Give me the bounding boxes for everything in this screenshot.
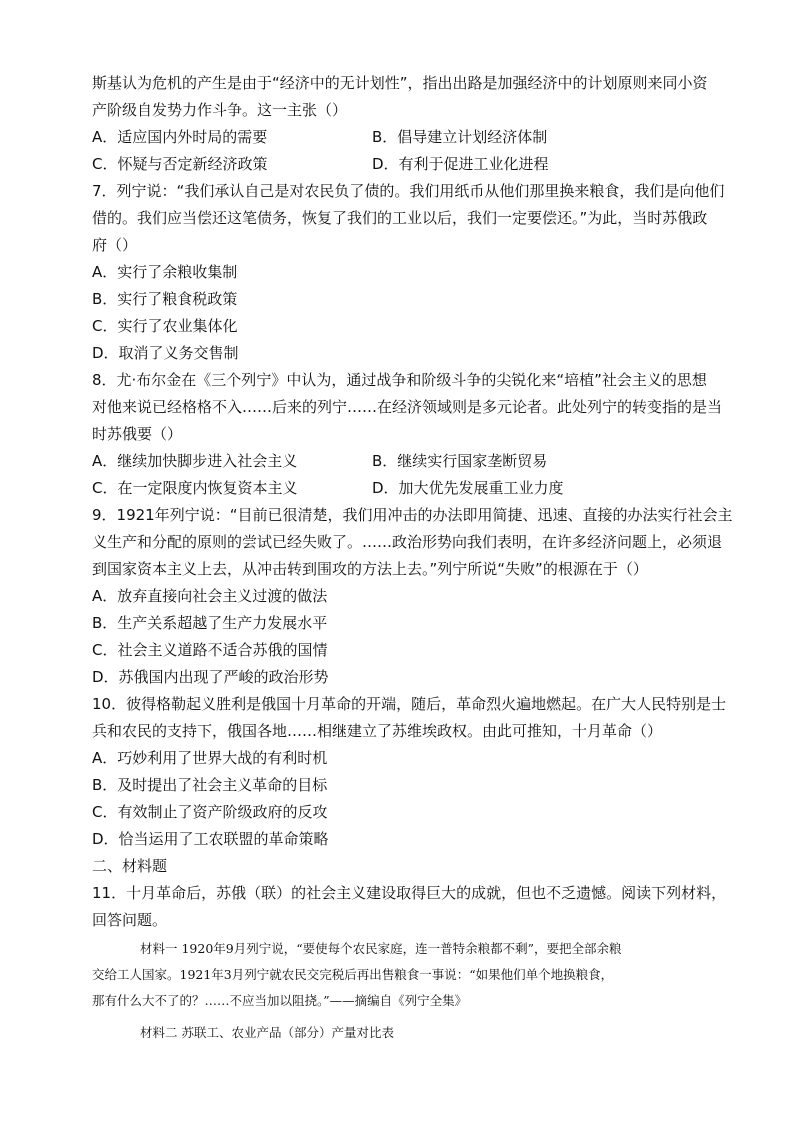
q11-stem-line2: 回答问题。 (92, 911, 168, 929)
q6-option-d: D．有利于促进工业化进程 (372, 155, 549, 173)
q6-option-b: B．倡导建立计划经济体制 (372, 128, 548, 146)
q6-option-a: A．适应国内外时局的需要 (92, 128, 268, 146)
q7-stem-line3: 府（） (92, 236, 138, 254)
q9-option-d: D．苏俄国内出现了严峻的政治形势 (92, 668, 329, 686)
q10-option-a: A．巧妙利用了世界大战的有利时机 (92, 749, 328, 767)
q8-option-d: D．加大优先发展重工业力度 (372, 479, 564, 497)
q8-option-a: A．继续加快脚步进入社会主义 (92, 452, 298, 470)
q8-options-row2 (92, 475, 704, 502)
q6-options-row1 (92, 124, 704, 151)
exam-page (92, 70, 733, 1046)
q9-option-a: A．放弃直接向社会主义过渡的做法 (92, 587, 328, 605)
q9-stem-line3: 到国家资本主义上去，从冲击转到围攻的方法上去。”列宁所说“失败”的根源在于（） (92, 560, 648, 578)
material1-line2: 交给工人国家。1921年3月列宁就农民交完税后再出售粮食一事说：“如果他们单个地换粮食， (92, 967, 614, 982)
material1-line3: 那有什么大不了的？……不应当加以阻挠。”——摘编自《列宁全集》 (92, 993, 468, 1008)
q8-stem-line3: 时苏俄要（） (92, 425, 183, 443)
q7-stem-line2: 借的。我们应当偿还这笔债务，恢复了我们的工业以后，我们一定要偿还。”为此，当时苏俄政 (92, 209, 708, 227)
q6-option-c: C．怀疑与否定新经济政策 (92, 155, 268, 173)
section-heading: 二、材料题 (92, 857, 168, 875)
q9-option-c: C．社会主义道路不适合苏俄的国情 (92, 641, 328, 659)
q8-option-b: B．继续实行国家垄断贸易 (372, 452, 548, 470)
q8-stem-line2: 对他来说已经格格不入……后来的列宁……在经济领域则是多元论者。此处列宁的转变指的是当 (92, 398, 723, 416)
material2-table-title: 材料二 苏联工、农业产品（部分）产量对比表 (140, 1025, 394, 1040)
q7-option-b: B．实行了粮食税政策 (92, 290, 238, 308)
q6-options-row2 (92, 151, 704, 178)
q8-options-row1 (92, 448, 704, 475)
q6-stem-line2: 产阶级自发势力作斗争。这一主张（） (92, 101, 348, 119)
q9-stem-line2: 义生产和分配的原则的尝试已经失败了。……政治形势向我们表明，在许多经济问题上，必须退 (92, 533, 723, 551)
q8-stem-line1: 8．尤·布尔金在《三个列宁》中认为，通过战争和阶级斗争的尖锐化来“培植”社会主义的思想 (92, 371, 707, 389)
material1-line1: 材料一 1920年9月列宁说，“要使每个农民家庭，连一普特余粮都不剩”，要把全部余粮 (140, 941, 622, 956)
q10-stem-line1: 10．彼得格勒起义胜利是俄国十月革命的开端，随后，革命烈火遍地燃起。在广大人民特别是士 (92, 695, 727, 713)
q10-option-d: D．恰当运用了工农联盟的革命策略 (92, 830, 329, 848)
q7-option-d: D．取消了义务交售制 (92, 344, 239, 362)
q10-option-b: B．及时提出了社会主义革命的目标 (92, 776, 328, 794)
q9-option-b: B．生产关系超越了生产力发展水平 (92, 614, 328, 632)
q7-option-a: A．实行了余粮收集制 (92, 263, 238, 281)
q11-stem-line1: 11．十月革命后，苏俄（联）的社会主义建设取得巨大的成就，但也不乏遗憾。阅读下列材料， (92, 884, 727, 902)
q10-stem-line2: 兵和农民的支持下，俄国各地……相继建立了苏维埃政权。由此可推知，十月革命（） (92, 722, 663, 740)
q10-option-c: C．有效制止了资产阶级政府的反攻 (92, 803, 328, 821)
q6-stem-line1: 斯基认为危机的产生是由于“经济中的无计划性”，指出出路是加强经济中的计划原则来同小资 (92, 74, 708, 92)
q7-option-c: C．实行了农业集体化 (92, 317, 238, 335)
q7-stem-line1: 7．列宁说：“我们承认自己是对农民负了债的。我们用纸币从他们那里换来粮食，我们是向他们 (92, 182, 725, 200)
q8-option-c: C．在一定限度内恢复资本主义 (92, 479, 298, 497)
q9-stem-line1: 9．1921年列宁说：“目前已很清楚，我们用冲击的办法即用简捷、迅速、直接的办法实行社会主 (92, 506, 733, 524)
